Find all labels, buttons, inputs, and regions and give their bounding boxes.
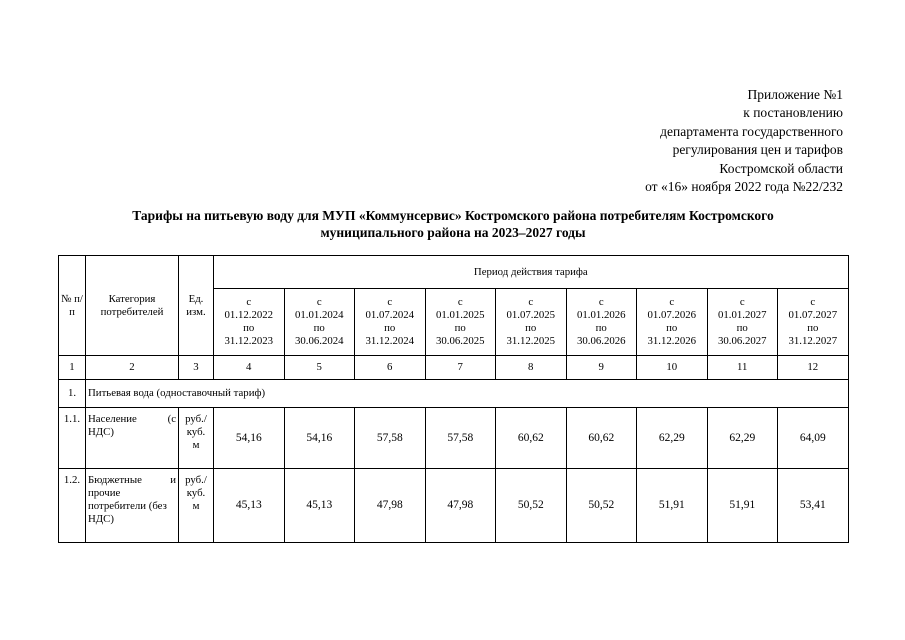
appendix-line: от «16» ноября 2022 года №22/232 <box>645 179 843 195</box>
period-from: 01.01.2024 <box>294 309 344 321</box>
category-first-line <box>88 474 176 487</box>
period-header-cell <box>707 289 778 356</box>
period-header-cell <box>566 289 637 356</box>
period-prefix: с <box>669 296 675 308</box>
period-from: 01.01.2027 <box>717 309 767 321</box>
appendix-line: регулирования цен и тарифов <box>672 142 843 158</box>
period-to: 31.12.2026 <box>647 335 697 347</box>
period-prefix: с <box>528 296 534 308</box>
unit-line: куб. <box>186 426 206 438</box>
period-header-cell <box>284 289 355 356</box>
period-prefix: с <box>246 296 252 308</box>
period-to: 30.06.2024 <box>294 335 344 347</box>
period-prefix: с <box>739 296 745 308</box>
row-category <box>86 469 179 543</box>
period-from: 01.07.2027 <box>788 309 838 321</box>
tariff-value-cell: 60,62 <box>566 408 637 469</box>
header-num: № п/п <box>59 256 86 356</box>
column-number-cell: 7 <box>425 356 496 380</box>
period-prefix: с <box>810 296 816 308</box>
category-rest: прочие потребители (без НДС) <box>88 487 167 525</box>
period-from: 01.07.2026 <box>647 309 697 321</box>
unit-line: куб. <box>186 487 206 499</box>
table-row <box>59 469 849 543</box>
unit-line: руб./ <box>185 413 207 425</box>
period-to: 31.12.2024 <box>365 335 415 347</box>
section-row <box>59 380 849 408</box>
period-to: 31.12.2025 <box>506 335 556 347</box>
period-header-cell <box>425 289 496 356</box>
period-prefix: с <box>457 296 463 308</box>
tariff-value-cell: 57,58 <box>355 408 426 469</box>
period-to: 30.06.2025 <box>435 335 485 347</box>
category-word: (с <box>167 413 176 425</box>
column-number-cell: 1 <box>59 356 86 380</box>
row-unit <box>179 469 214 543</box>
tariff-value-cell: 53,41 <box>778 469 849 543</box>
period-mid: по <box>243 322 255 334</box>
period-mid: по <box>595 322 607 334</box>
period-to: 30.06.2027 <box>717 335 767 347</box>
appendix-line: к постановлению <box>743 105 843 121</box>
header-period: Период действия тарифа <box>214 256 849 289</box>
category-word: Население <box>88 413 137 425</box>
column-number-cell: 12 <box>778 356 849 380</box>
period-to: 30.06.2026 <box>576 335 626 347</box>
period-mid: по <box>454 322 466 334</box>
category-rest: НДС) <box>88 426 114 438</box>
tariff-value-cell: 62,29 <box>637 408 708 469</box>
row-num: 1.2. <box>59 469 86 543</box>
header-category: Категория потребителей <box>86 256 179 356</box>
tariff-value-cell: 47,98 <box>355 469 426 543</box>
period-mid: по <box>736 322 748 334</box>
header-unit: Ед. изм. <box>179 256 214 356</box>
column-number-cell: 8 <box>496 356 567 380</box>
tariff-value-cell: 47,98 <box>425 469 496 543</box>
document-title <box>58 207 848 241</box>
row-num: 1.1. <box>59 408 86 469</box>
column-number-cell: 5 <box>284 356 355 380</box>
tariff-value-cell: 60,62 <box>496 408 567 469</box>
period-header-cell <box>355 289 426 356</box>
column-number-cell: 4 <box>214 356 285 380</box>
period-header-cell <box>496 289 567 356</box>
tariff-value-cell: 62,29 <box>707 408 778 469</box>
period-from: 01.07.2025 <box>506 309 556 321</box>
title-line-2: муниципального района на 2023–2027 годы <box>320 225 586 240</box>
period-prefix: с <box>598 296 604 308</box>
tariff-value-cell: 64,09 <box>778 408 849 469</box>
header-row-period <box>59 256 849 289</box>
column-number-cell: 11 <box>707 356 778 380</box>
tariff-table <box>58 255 849 543</box>
tariff-value-cell: 45,13 <box>284 469 355 543</box>
tariff-value-cell: 45,13 <box>214 469 285 543</box>
period-mid: по <box>666 322 678 334</box>
period-from: 01.01.2025 <box>435 309 485 321</box>
category-word: Бюджетные <box>88 474 142 486</box>
period-from: 01.01.2026 <box>576 309 626 321</box>
row-category <box>86 408 179 469</box>
title-line-1: Тарифы на питьевую воду для МУП «Коммунсервис» Костромского района потребителям Костромского <box>132 208 774 223</box>
tariff-value-cell: 51,91 <box>637 469 708 543</box>
appendix-block <box>645 86 843 196</box>
column-number-cell: 9 <box>566 356 637 380</box>
unit-line: руб./ <box>185 474 207 486</box>
period-from: 01.12.2022 <box>224 309 274 321</box>
period-header-cell <box>214 289 285 356</box>
column-number-row <box>59 356 849 380</box>
period-prefix: с <box>316 296 322 308</box>
column-number-cell: 3 <box>179 356 214 380</box>
tariff-value-cell: 51,91 <box>707 469 778 543</box>
period-mid: по <box>384 322 396 334</box>
tariff-value-cell: 54,16 <box>214 408 285 469</box>
tariff-value-cell: 50,52 <box>496 469 567 543</box>
period-from: 01.07.2024 <box>365 309 415 321</box>
tariff-value-cell: 50,52 <box>566 469 637 543</box>
appendix-line: департамента государственного <box>660 123 843 139</box>
tariff-value-cell: 57,58 <box>425 408 496 469</box>
category-first-line <box>88 413 176 426</box>
unit-line: м <box>192 500 200 512</box>
period-to: 31.12.2027 <box>788 335 838 347</box>
appendix-line: Костромской области <box>719 160 843 176</box>
period-prefix: с <box>387 296 393 308</box>
period-mid: по <box>313 322 325 334</box>
tariff-value-cell: 54,16 <box>284 408 355 469</box>
category-word: и <box>170 474 176 486</box>
period-mid: по <box>525 322 537 334</box>
unit-line: м <box>192 439 200 451</box>
section-label: Питьевая вода (одноставочный тариф) <box>86 380 849 408</box>
period-header-cell <box>778 289 849 356</box>
period-header-cell <box>637 289 708 356</box>
column-number-cell: 6 <box>355 356 426 380</box>
row-unit <box>179 408 214 469</box>
period-to: 31.12.2023 <box>224 335 274 347</box>
appendix-line: Приложение №1 <box>747 87 843 102</box>
period-mid: по <box>807 322 819 334</box>
section-num: 1. <box>59 380 86 408</box>
column-number-cell: 10 <box>637 356 708 380</box>
column-number-cell: 2 <box>86 356 179 380</box>
table-row <box>59 408 849 469</box>
